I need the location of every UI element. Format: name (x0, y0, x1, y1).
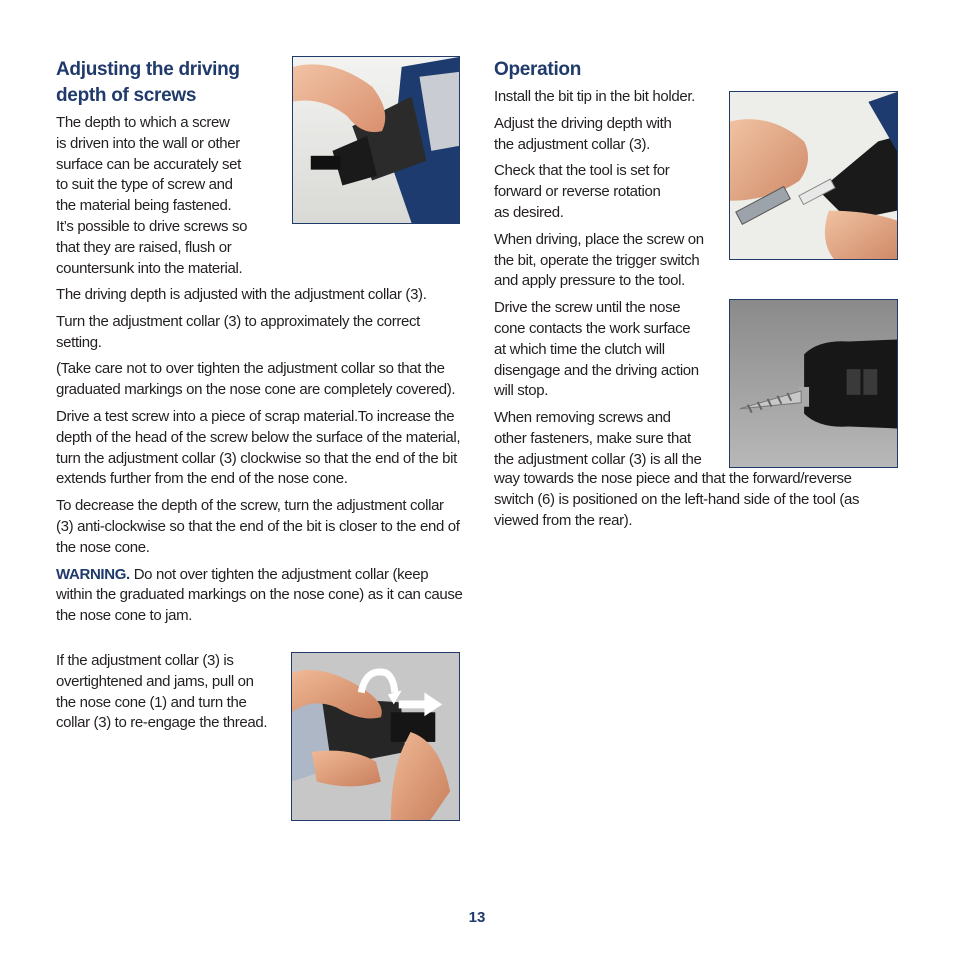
step-clutch-line: Drive the screw until the nose (494, 299, 681, 317)
photo-installing-bit (729, 91, 898, 260)
left-heading-line-2: depth of screws (56, 85, 197, 106)
paragraph-increase-depth: Drive a test screw into a piece of scrap material.To increase the depth of the head of the screw below the surface of the material, turn the adjustment collar (3) clockwise so that the end of the bit extends further from the end of the nose cone. (56, 407, 461, 488)
step-check-rotation-line: as desired. (494, 203, 564, 221)
jam-line: overtightened and jams, pull on (56, 672, 254, 690)
intro-line: It’s possible to drive screws so (56, 217, 248, 235)
jam-paragraph (56, 651, 288, 734)
left-body (56, 285, 464, 633)
step-removing-continued (494, 469, 892, 537)
paragraph-decrease-depth: To decrease the depth of the screw, turn the adjustment collar (3) anti-clockwise so that the end of the bit is closer to the end of the nose cone. (56, 497, 460, 556)
step-adjust-depth-line: Adjust the driving depth with (494, 114, 672, 132)
warning-text: Do not over tighten the adjustment collar (keep within the graduated markings on the nose cone) as it can cause the nose cone to jam. (56, 565, 463, 625)
photo-pulling-nose-cone (291, 652, 460, 821)
right-heading (494, 57, 714, 83)
operation-steps (494, 87, 724, 471)
intro-line: surface can be accurately set (56, 155, 241, 173)
jam-line: If the adjustment collar (3) is (56, 652, 234, 669)
step-removing-line: other fasteners, make sure that (494, 429, 691, 447)
step-clutch-line: cone contacts the work surface (494, 319, 691, 337)
intro-line: is driven into the wall or other (56, 134, 240, 152)
jam-line: the nose cone (1) and turn the (56, 693, 247, 711)
left-heading (56, 57, 286, 109)
photo-adjusting-collar (292, 56, 460, 224)
intro-line: to suit the type of screw and (56, 176, 233, 194)
page-number: 13 (468, 909, 486, 926)
paragraph-take-care: (Take care not to over tighten the adjustment collar so that the graduated markings on the nose cone are completely covered). (56, 360, 456, 399)
step-check-rotation-line: Check that the tool is set for (494, 162, 670, 180)
step-clutch-line: disengage and the driving action (494, 361, 699, 379)
warning-paragraph (56, 565, 464, 627)
intro-line: that they are raised, flush or (56, 238, 232, 256)
intro-line: The depth to which a screw (56, 114, 230, 131)
step-driving-line: When driving, place the screw on (494, 230, 704, 248)
photo-screw-on-nose (729, 299, 898, 468)
paragraph-collar: The driving depth is adjusted with the adjustment collar (3). (56, 286, 427, 303)
step-clutch-line: at which time the clutch will (494, 340, 665, 358)
left-heading-line-1: Adjusting the driving (56, 59, 240, 80)
step-driving-line: and apply pressure to the tool. (494, 272, 685, 290)
step-clutch-line: will stop. (494, 382, 549, 400)
jam-line: collar (3) to re-engage the thread. (56, 714, 268, 732)
paragraph-turn-collar: Turn the adjustment collar (3) to approximately the correct setting. (56, 312, 420, 351)
intro-line: countersunk into the material. (56, 259, 243, 277)
warning-label: WARNING. (56, 565, 130, 583)
step-adjust-depth-line: the adjustment collar (3). (494, 135, 650, 153)
step-removing-rest: way towards the nose piece and that the forward/reverse switch (6) is positioned on the left-hand side of the tool (as viewed from the rear). (494, 470, 860, 529)
step-removing-line: When removing screws and (494, 409, 671, 427)
operation-heading: Operation (494, 59, 582, 80)
step-removing-line: the adjustment collar (3) is all the (494, 450, 702, 468)
intro-paragraph (56, 113, 288, 279)
intro-line: the material being fastened. (56, 197, 232, 215)
step-driving-line: the bit, operate the trigger switch (494, 251, 700, 269)
step-check-rotation-line: forward or reverse rotation (494, 183, 661, 201)
step-install-bit: Install the bit tip in the bit holder. (494, 88, 695, 105)
